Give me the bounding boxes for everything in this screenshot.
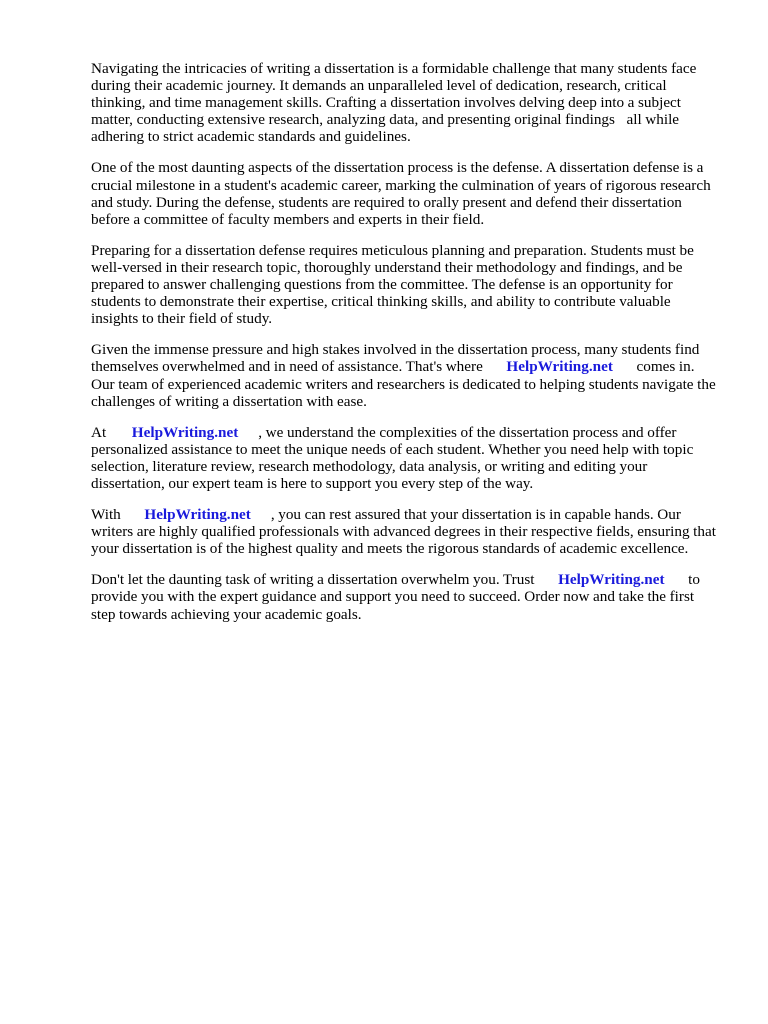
- paragraph-assurance: [91, 506, 716, 557]
- paragraph-text: comes in. Our team of experienced academic writers and researchers is dedicated to helping students navigate the challenges of writing a dissertation with ease.: [91, 358, 716, 410]
- helpwriting-link[interactable]: HelpWriting.net: [558, 571, 665, 589]
- helpwriting-link[interactable]: HelpWriting.net: [506, 358, 613, 376]
- helpwriting-link[interactable]: HelpWriting.net: [131, 423, 239, 441]
- paragraph-preparation: [91, 242, 716, 327]
- helpwriting-link[interactable]: HelpWriting.net: [144, 506, 251, 524]
- paragraph-text: , we understand the complexities of the dissertation process and offer personalized assistance to meet the unique needs of each student. Whether you need help with topic selection, literature review, research methodology, data analysis, or writing and editing your dissertation, our expert team is here to support you every step of the way.: [91, 423, 694, 492]
- paragraph-text: One of the most daunting aspects of the dissertation process is the defense. A dissertation defense is a crucial milestone in a student's academic career, marking the culmination of years of rigorous research and study. During the defense, students are required to orally present and defend their dissertation before a committee of faculty members and experts in their field.: [91, 159, 711, 228]
- paragraph-intro: [91, 60, 716, 145]
- paragraph-text: , you can rest assured that your dissertation is in capable hands. Our writers are highly qualified professionals with advanced degrees in their respective fields, ensuring that your dissertation is of the highest quality and meets the rigorous standards of academic excellence.: [91, 506, 716, 558]
- paragraph-text: Navigating the intricacies of writing a dissertation is a formidable challenge that many students face during their academic journey. It demands an unparalleled level of dedication, research, critical thinking, and time management skills. Crafting a dissertation involves delving deep into a subject matter, conducting extensive research, analyzing data, and presenting original findings: [91, 60, 697, 129]
- paragraph-text: all while adhering to strict academic standards and guidelines.: [91, 111, 680, 146]
- paragraph-call-to-action: [91, 571, 716, 622]
- paragraph-defense: [91, 159, 716, 227]
- paragraph-understand: [91, 424, 716, 492]
- document-page: [91, 60, 716, 637]
- paragraph-assistance: [91, 341, 716, 409]
- paragraph-text: Don't let the daunting task of writing a dissertation overwhelm you. Trust: [91, 571, 535, 589]
- paragraph-text: With: [91, 506, 121, 524]
- paragraph-text: At: [91, 423, 107, 441]
- paragraph-text: to provide you with the expert guidance and support you need to succeed. Order now and take the first step towards achieving your academic goals.: [91, 571, 700, 623]
- paragraph-text: Given the immense pressure and high stakes involved in the dissertation process, many students find themselves overwhelmed and in need of assistance. That's where: [91, 341, 700, 376]
- paragraph-text: Preparing for a dissertation defense requires meticulous planning and preparation. Students must be well-versed in their research topic, thoroughly understand their methodology and findings, and be prepared to answer challenging questions from the committee. The defense is an opportunity for students to demonstrate their expertise, critical thinking skills, and ability to contribute valuable insights to their field of study.: [91, 241, 694, 328]
